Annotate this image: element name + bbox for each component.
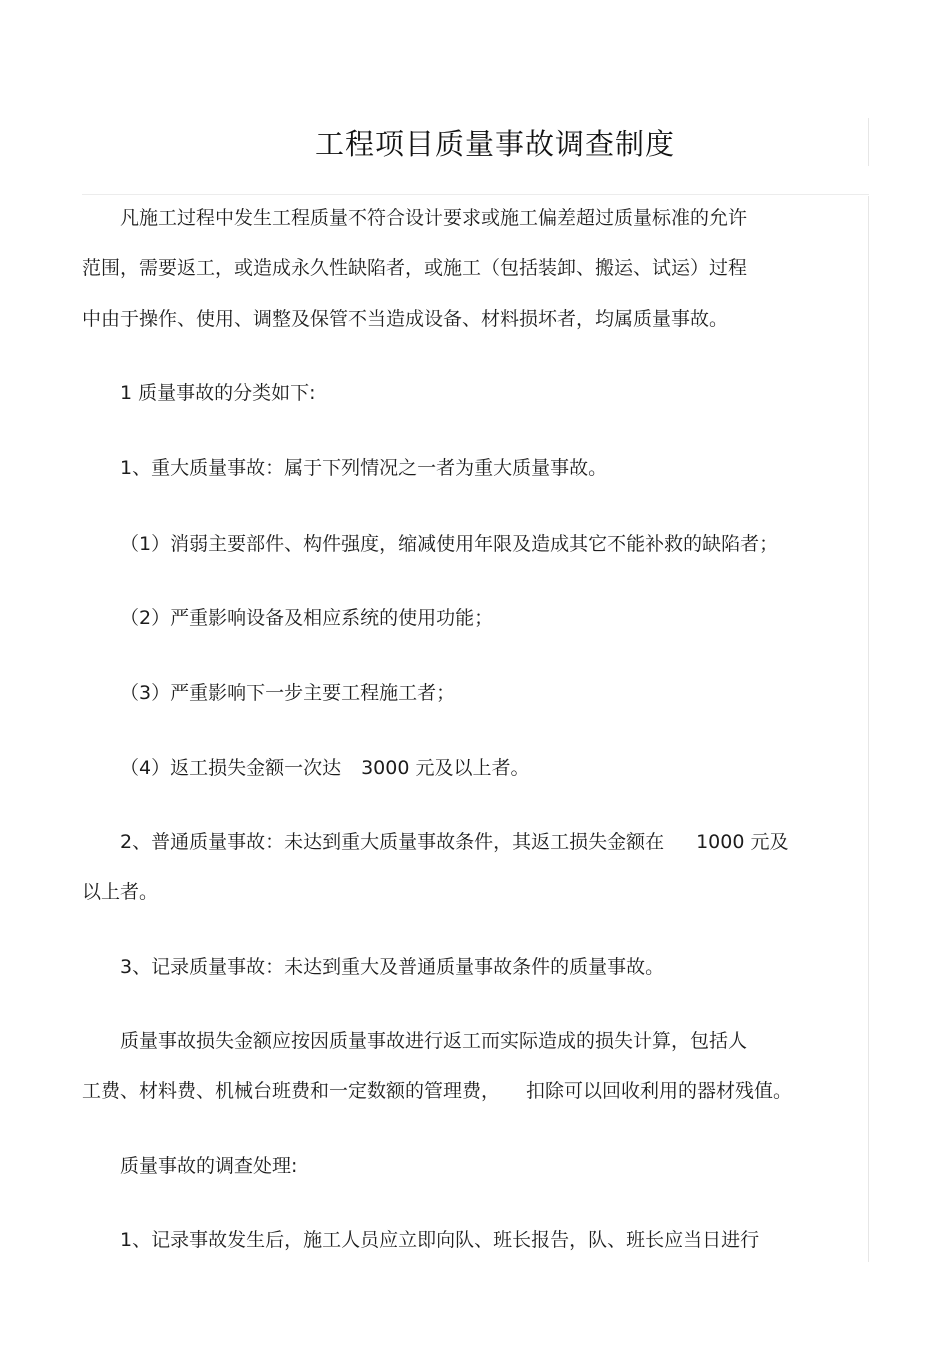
paragraph-intro-line-3: 中由于操作、使用、调整及保管不当造成设备、材料损坏者，均属质量事故。 <box>82 308 729 330</box>
loss-calc-line-2-a: 工费、材料费、机械台班费和一定数额的管理费， <box>82 1080 501 1102</box>
ordinary-accident-text: 2、普通质量事故：未达到重大质量事故条件，其返工损失金额在 <box>120 831 665 853</box>
major-item-4-text: （4）返工损失金额一次达 <box>120 757 342 779</box>
paragraph-intro-line-2: 范围，需要返工，或造成永久性缺陷者，或施工（包括装卸、搬运、试运）过程 <box>82 257 748 279</box>
major-item-4 <box>120 756 530 780</box>
header-divider <box>82 194 869 195</box>
document-title: 工程项目质量事故调查制度 <box>314 127 675 161</box>
investigation-item-1: 1、记录事故发生后，施工人员应立即向队、班长报告，队、班长应当日进行 <box>120 1229 760 1251</box>
major-item-3: （3）严重影响下一步主要工程施工者； <box>120 682 456 704</box>
page-edge-line <box>868 196 869 1262</box>
loss-calc-line-2 <box>82 1079 792 1103</box>
major-accident-heading: 1、重大质量事故：属于下列情况之一者为重大质量事故。 <box>120 457 608 479</box>
major-item-4-amount: 3000 元及以上者。 <box>361 757 530 779</box>
loss-calc-line-2-b: 扣除可以回收利用的器材残值。 <box>526 1080 793 1102</box>
ordinary-accident-amount: 1000 元及 <box>696 831 789 853</box>
classification-heading: 1 质量事故的分类如下: <box>120 382 316 404</box>
ordinary-accident-line-1 <box>120 830 789 854</box>
investigation-heading: 质量事故的调查处理: <box>120 1155 298 1177</box>
paragraph-intro-line-1: 凡施工过程中发生工程质量不符合设计要求或施工偏差超过质量标准的允许 <box>120 207 748 229</box>
major-item-1: （1）消弱主要部件、构件强度，缩减使用年限及造成其它不能补救的缺陷者； <box>120 533 779 555</box>
ordinary-accident-line-2: 以上者。 <box>82 881 159 903</box>
loss-calc-line-1: 质量事故损失金额应按因质量事故进行返工而实际造成的损失计算，包括人 <box>120 1030 748 1052</box>
record-accident-line: 3、记录质量事故：未达到重大及普通质量事故条件的质量事故。 <box>120 956 665 978</box>
major-item-2: （2）严重影响设备及相应系统的使用功能； <box>120 607 494 629</box>
